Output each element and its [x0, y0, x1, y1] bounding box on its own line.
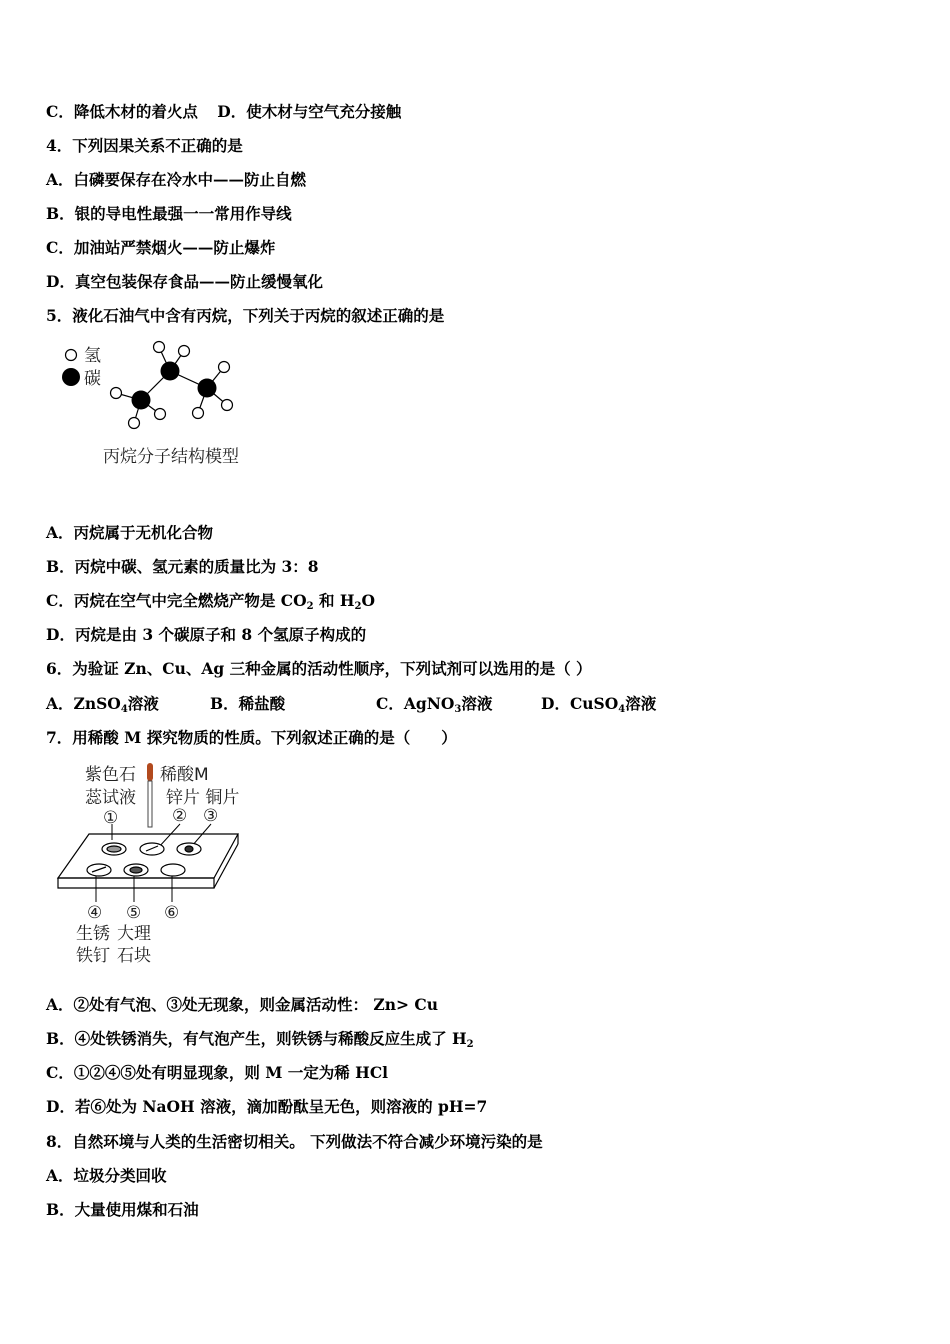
- rusty-nail-label-line2: 铁钉: [76, 946, 110, 966]
- q7-option-d: D．若⑥处为 NaOH 溶液，滴加酚酞呈无色，则溶液的 pH=7: [46, 1097, 488, 1116]
- rusty-nail-label-line1: 生锈: [76, 924, 110, 944]
- well-number-4: ④: [87, 903, 103, 923]
- q7-option-b: B．④处铁锈消失，有气泡产生，则铁锈与稀酸反应生成了 $H_2$: [46, 1029, 474, 1050]
- q4-option-c: C．加油站严禁烟火——防止爆炸: [46, 238, 276, 257]
- well-number-5: ⑤: [126, 903, 142, 923]
- well-number-3: ③: [203, 806, 219, 826]
- litmus-label-line1: 紫色石: [85, 765, 136, 785]
- q5-option-d: D．丙烷是由 3 个碳原子和 8 个氢原子构成的: [46, 625, 367, 644]
- q8-stem: 8．自然环境与人类的生活密切相关。 下列做法不符合减少环境污染的是: [46, 1132, 543, 1151]
- well-plate-figure: [54, 760, 254, 968]
- propane-figure-caption: 丙烷分子结构模型: [103, 447, 239, 467]
- q5-option-b: B．丙烷中碳、氢元素的质量比为 3：8: [46, 557, 319, 576]
- well-number-1: ①: [103, 808, 119, 828]
- hydrogen-legend-icon: [66, 350, 77, 361]
- q7-option-a: A．②处有气泡、③处无现象，则金属活动性： Zn> Cu: [46, 995, 438, 1014]
- marble-label-line1: 大理: [117, 924, 151, 944]
- q7-stem: 7．用稀酸 M 探究物质的性质。下列叙述正确的是（ ）: [46, 728, 457, 747]
- plate-wells: [87, 843, 201, 876]
- well-number-2: ②: [172, 806, 188, 826]
- carbon-legend-icon: [62, 368, 80, 386]
- q6-option-b: B．稀盐酸: [210, 694, 286, 713]
- q6-option-a: A．ZnSO$_4$溶液: [46, 694, 159, 715]
- q6-options: [46, 694, 656, 714]
- marble-label-line2: 石块: [117, 946, 151, 966]
- litmus-label-line2: 蕊试液: [85, 788, 136, 808]
- legend-carbon-label: 碳: [84, 369, 101, 389]
- q6-option-d: D．CuSO$_4$溶液: [541, 694, 657, 715]
- q5-option-a: A．丙烷属于无机化合物: [46, 523, 214, 542]
- q8-option-b: B．大量使用煤和石油: [46, 1200, 199, 1219]
- carbon-atoms: [132, 362, 217, 410]
- q6-stem: 6．为验证 Zn、Cu、Ag 三种金属的活动性顺序，下列试剂可以选用的是（ ）: [46, 659, 592, 678]
- legend-hydrogen-label: 氢: [84, 346, 101, 366]
- q4-stem: 4．下列因果关系不正确的是: [46, 136, 243, 155]
- q8-option-a: A．垃圾分类回收: [46, 1166, 167, 1185]
- q4-option-d: D．真空包装保存食品——防止缓慢氧化: [46, 272, 323, 291]
- q6-option-c: C．AgNO$_3$溶液: [376, 694, 493, 715]
- spot-plate: [58, 834, 238, 888]
- q7-option-c: C．①②④⑤处有明显现象，则 M 一定为稀 HCl: [46, 1063, 389, 1082]
- q5-option-c: C．丙烷在空气中完全燃烧产物是 $CO_2$ 和 $H_2O$: [46, 591, 375, 612]
- well-number-6: ⑥: [164, 903, 180, 923]
- q3-options: [46, 102, 401, 122]
- dropper-icon: [147, 763, 153, 827]
- q3-option-c: C．降低木材的着火点: [46, 102, 198, 121]
- q4-option-b: B．银的导电性最强一一常用作导线: [46, 204, 292, 223]
- q4-option-a: A．白磷要保存在冷水中——防止自燃: [46, 170, 307, 189]
- metals-label: 锌片 铜片: [166, 788, 240, 808]
- propane-model-figure: [56, 336, 256, 470]
- acid-label: 稀酸M: [160, 765, 209, 785]
- q3-option-d: D．使木材与空气充分接触: [217, 102, 402, 121]
- q5-stem: 5．液化石油气中含有丙烷，下列关于丙烷的叙述正确的是: [46, 306, 445, 325]
